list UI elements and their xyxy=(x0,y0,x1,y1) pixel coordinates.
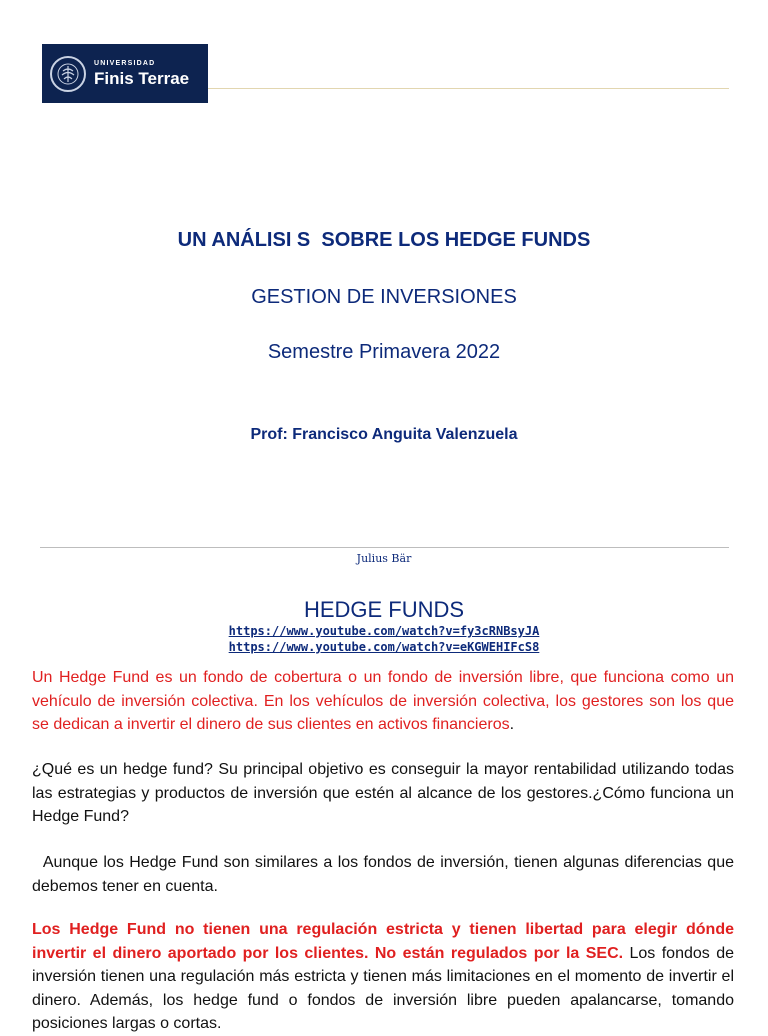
logo-text xyxy=(94,60,189,87)
youtube-link-1[interactable]: https://www.youtube.com/watch?v=fy3cRNBsyJA xyxy=(228,624,540,638)
university-logo xyxy=(42,44,208,103)
document-subtitle: GESTION DE INVERSIONES xyxy=(251,286,517,308)
paragraph-definition-red: Un Hedge Fund es un fondo de cobertura o un fondo de inversión libre, que funciona como un vehículo de inversión colectiva. En los vehículos de inversión colectiva, los gestores son los que se dedican a invertir el dinero de sus clientes en activos financieros xyxy=(32,669,734,733)
university-seal-icon xyxy=(50,56,86,92)
source-label: Julius Bär xyxy=(356,552,412,565)
logo-line1: UNIVERSIDAD xyxy=(94,60,156,67)
document-title: UN ANÁLISI S SOBRE LOS HEDGE FUNDS xyxy=(177,229,591,251)
paragraph-question: ¿Qué es un hedge fund? Su principal objetivo es conseguir la mayor rentabilidad utilizando todas las estrategias y productos de inversión que estén al alcance de los gestores.¿Cómo funciona un Hedge Fund? xyxy=(32,761,734,825)
header-divider xyxy=(208,88,729,89)
paragraph-differences: Aunque los Hedge Fund son similares a los fondos de inversión, tienen algunas diferencias que debemos tener en cuenta. xyxy=(32,854,739,895)
section-divider xyxy=(40,547,729,548)
semester-label: Semestre Primavera 2022 xyxy=(267,341,501,363)
logo-line2: Finis Terrae xyxy=(94,69,190,88)
youtube-link-2[interactable]: https://www.youtube.com/watch?v=eKGWEHIFcS8 xyxy=(228,640,540,654)
paragraph-regulation-rest: Los fondos de inversión tienen una regulación más estricta y tienen más limitaciones en el momento de invertir el dinero. Además, los hedge fund o fondos de inversión libre pueden apalancarse, tomando posiciones largas o cortas. xyxy=(32,944,735,1032)
paragraph-regulation-highlight: Los Hedge Fund no tienen una regulación estricta y tienen libertad para elegir dónde invertir el dinero aportado por los clientes. No están regulados por la SEC. xyxy=(32,921,734,962)
paragraph-definition xyxy=(32,666,734,737)
section-title: HEDGE FUNDS xyxy=(303,597,465,622)
paragraph-definition-tail: . xyxy=(509,716,515,733)
professor-name: Prof: Francisco Anguita Valenzuela xyxy=(250,426,518,443)
paragraph-regulation xyxy=(32,918,734,1036)
